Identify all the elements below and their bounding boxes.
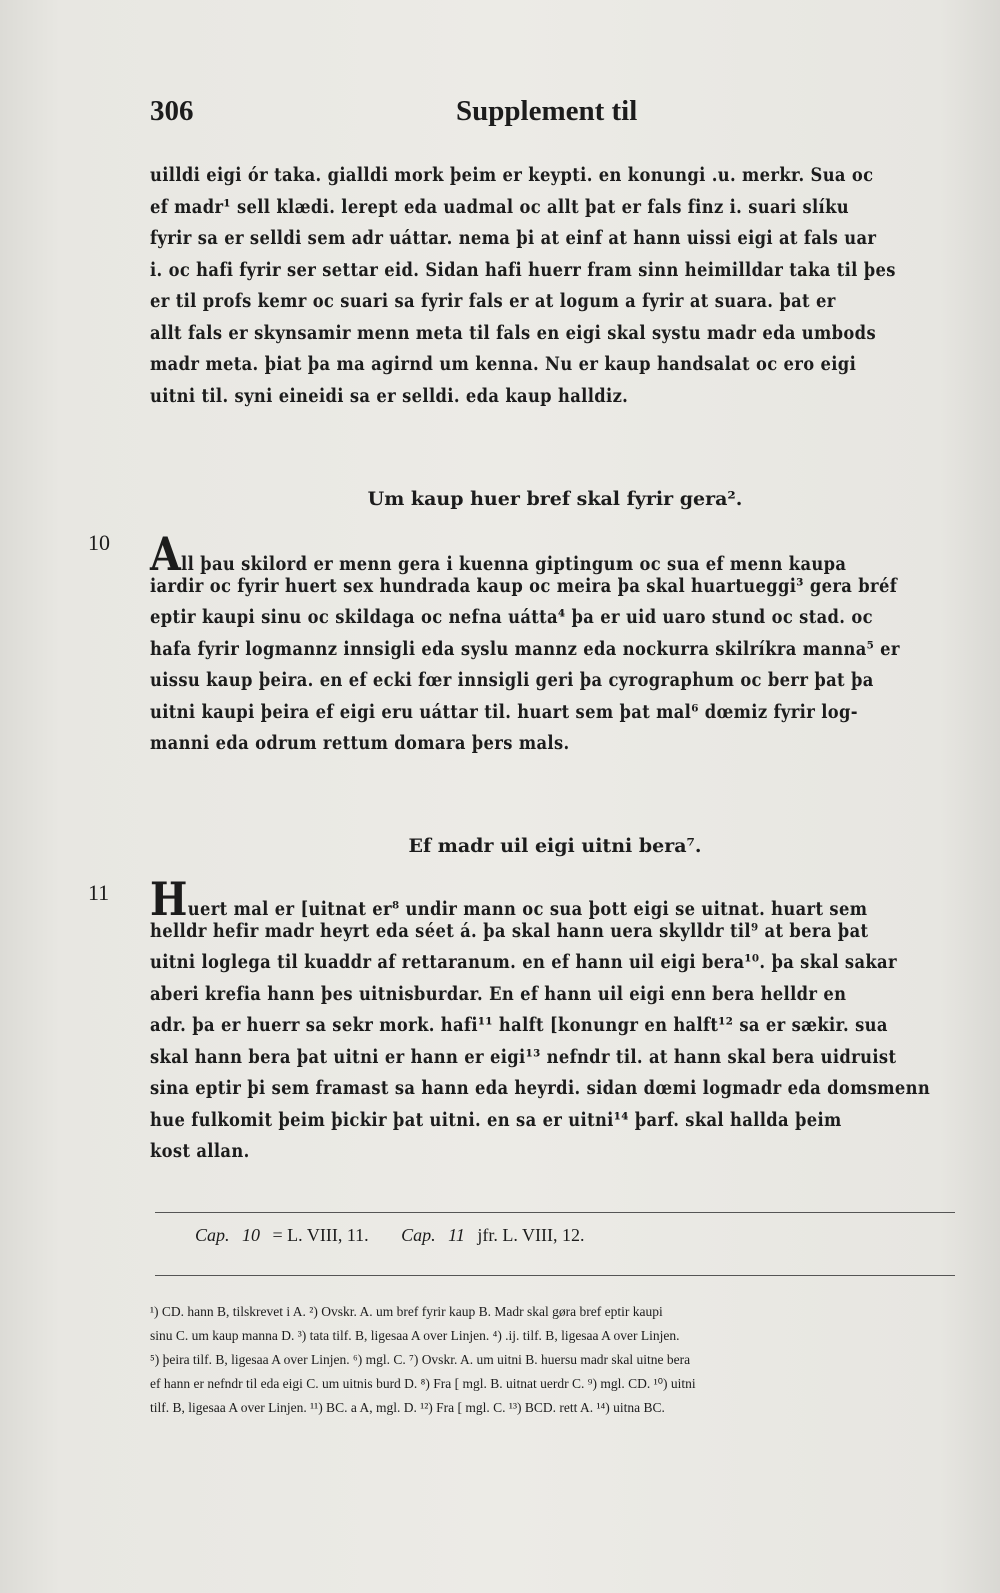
text-line: uitni loglega til kuaddr af rettaranum. en ef hann uil eigi bera¹⁰. þa skal sakar bbox=[150, 951, 897, 973]
chapter-11-margin-number: 11 bbox=[88, 880, 110, 905]
text-line: ef madr¹ sell klædi. lerept eda uadmal oc allt þat er fals finz i. suari slíku bbox=[150, 195, 849, 218]
divider-rule bbox=[155, 1275, 955, 1276]
page-header bbox=[150, 95, 960, 135]
text-line-with-initial bbox=[150, 872, 960, 926]
paragraph-chapter-9-end bbox=[150, 160, 960, 412]
text-line: madr meta. þiat þa ma agirnd um kenna. Nu er kaup handsalat oc ero eigi bbox=[150, 353, 857, 375]
text-line: i. oc hafi fyrir ser settar eid. Sidan hafi huerr fram sinn heimilldar taka til þes bbox=[150, 258, 896, 281]
chapter-cross-references bbox=[195, 1225, 593, 1246]
text-line: skal hann bera þat uitni er hann er eigi¹³ nefndr til. at hann skal bera uidruist bbox=[150, 1045, 897, 1068]
text-line: hafa fyrir logmannz innsigli eda syslu mannz eda nockurra skilríkra manna⁵ er bbox=[150, 637, 900, 660]
running-title: Supplement til bbox=[456, 95, 638, 127]
text-line: er til profs kemr oc suari sa fyrir fals er at logum a fyrir at suara. þat er bbox=[150, 290, 836, 312]
footnotes bbox=[150, 1300, 960, 1420]
footnote-line: tilf. B, ligesaa A over Linjen. ¹¹) BC. a A, mgl. D. ¹²) Fra [ mgl. C. ¹³) BCD. rett A. ¹⁴) uitna BC. bbox=[150, 1400, 665, 1415]
drop-cap-initial: A bbox=[150, 527, 182, 581]
cap-label: Cap. bbox=[195, 1225, 230, 1245]
cap-label: Cap. bbox=[401, 1225, 436, 1245]
text-line: uert mal er [uitnat er⁸ undir mann oc sua þott eigi se uitnat. huart sem bbox=[187, 898, 868, 920]
text-line: uitni kaupi þeira ef eigi eru uáttar til. huart sem þat mal⁶ dœmiz fyrir log- bbox=[150, 700, 858, 723]
text-line: allt fals er skynsamir menn meta til fals en eigi skal systu madr eda umbods bbox=[150, 321, 876, 344]
text-line: adr. þa er huerr sa sekr mork. hafi¹¹ halft [konungr en halft¹² sa er sækir. sua bbox=[150, 1014, 888, 1036]
footnote-line: ef hann er nefndr til eda eigi C. um uitnis burd D. ⁸) Fra [ mgl. B. uitnat uerdr C. ⁹) mgl. CD. ¹⁰) uitni bbox=[150, 1376, 696, 1391]
paragraph-chapter-11 bbox=[150, 872, 960, 1168]
chapter-11-heading: Ef madr uil eigi uitni bera⁷. bbox=[408, 835, 702, 857]
text-line: manni eda odrum rettum domara þers mals. bbox=[150, 732, 570, 754]
drop-cap-initial: H bbox=[150, 872, 188, 926]
text-line: iardir oc fyrir huert sex hundrada kaup oc meira þa skal huartueggi³ gera bréf bbox=[150, 574, 898, 597]
footnote-line: ⁵) þeira tilf. B, ligesaa A over Linjen. ⁶) mgl. C. ⁷) Ovskr. A. um uitni B. huersu madr skal uitne bera bbox=[150, 1352, 691, 1367]
footnote-line: ¹) CD. hann B, tilskrevet i A. ²) Ovskr. A. um bref fyrir kaup B. Madr skal gøra bref eptir kaupi bbox=[150, 1304, 663, 1319]
text-line: uilldi eigi ór taka. gialldi mork þeim er keypti. en konungi .u. merkr. Sua oc bbox=[150, 164, 874, 186]
chapter-10-heading: Um kaup huer bref skal fyrir gera². bbox=[367, 488, 743, 510]
divider-rule bbox=[155, 1212, 955, 1213]
footnote-line: sinu C. um kaup manna D. ³) tata tilf. B, ligesaa A over Linjen. ⁴) .ij. tilf. B, ligesaa A over Linjen. bbox=[150, 1328, 680, 1343]
text-line: kost allan. bbox=[150, 1140, 250, 1162]
page-number: 306 bbox=[150, 95, 194, 127]
text-line: hue fulkomit þeim þickir þat uitni. en sa er uitni¹⁴ þarf. skal hallda þeim bbox=[150, 1108, 842, 1131]
text-line: uitni til. syni eineidi sa er selldi. eda kaup halldiz. bbox=[150, 384, 629, 407]
cap-reference: = L. VIII, 11. bbox=[272, 1225, 369, 1245]
text-line: eptir kaupi sinu oc skildaga oc nefna uátta⁴ þa er uid uaro stund oc stad. oc bbox=[150, 606, 873, 628]
text-line: fyrir sa er selldi sem adr uáttar. nema þi at einf at hann uissi eigi at fals uar bbox=[150, 227, 877, 249]
text-line-with-initial bbox=[150, 527, 960, 581]
text-line: sina eptir þi sem framast sa hann eda heyrdi. sidan dœmi logmadr eda domsmenn bbox=[150, 1077, 931, 1099]
text-line: helldr hefir madr heyrt eda séet á. þa skal hann uera skylldr til⁹ at bera þat bbox=[150, 919, 869, 942]
cap-number: 11 bbox=[448, 1225, 465, 1245]
chapter-10-margin-number: 10 bbox=[88, 530, 110, 555]
text-line: aberi krefia hann þes uitnisburdar. En ef hann uil eigi enn bera helldr en bbox=[150, 982, 847, 1005]
cap-number: 10 bbox=[242, 1225, 261, 1245]
paragraph-chapter-10 bbox=[150, 527, 960, 760]
text-line: uissu kaup þeira. en ef ecki fœr innsigli geri þa cyrographum oc berr þat þa bbox=[150, 669, 874, 691]
text-line: ll þau skilord er menn gera i kuenna giptingum oc sua ef menn kaupa bbox=[181, 553, 847, 575]
cap-reference: jfr. L. VIII, 12. bbox=[477, 1225, 585, 1245]
